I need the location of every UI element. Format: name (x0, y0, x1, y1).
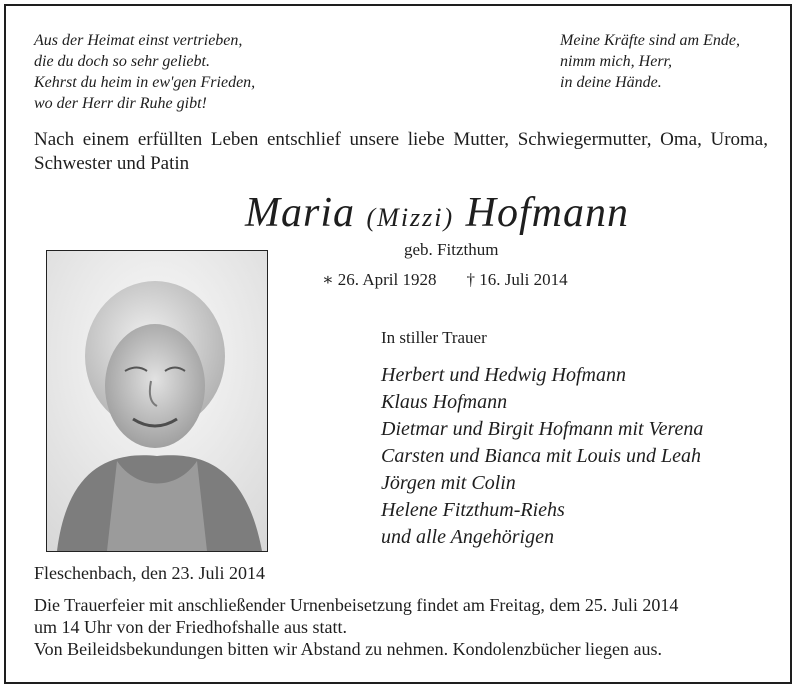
mourner-item: Jörgen mit Colin (381, 472, 516, 494)
deceased-name (245, 188, 629, 243)
mourners-list (381, 362, 703, 551)
mourner-item: Herbert und Hedwig Hofmann (381, 364, 626, 386)
poem-line: Aus der Heimat einst vertrieben, (34, 32, 243, 49)
mourner-item: Helene Fitzthum-Riehs (381, 499, 565, 521)
place-date: Fleschenbach, den 23. Juli 2014 (34, 563, 265, 583)
mourner-item: Dietmar und Birgit Hofmann mit Verena (381, 418, 704, 440)
poem-left (34, 30, 255, 114)
mourner-item: Carsten und Bianca mit Louis und Leah (381, 445, 702, 467)
poem-line: wo der Herr dir Ruhe gibt! (34, 95, 207, 112)
mourner-item: Klaus Hofmann (381, 391, 508, 413)
last-name: Hofmann (465, 190, 630, 236)
poem-line: Meine Kräfte sind am Ende, (560, 32, 740, 49)
nickname: (Mizzi) (366, 203, 455, 232)
life-dates (322, 270, 568, 290)
born-name: geb. Fitzthum (404, 240, 499, 259)
poem-line: Kehrst du heim in ew'gen Frieden, (34, 74, 256, 91)
notice-line: Von Beileidsbekundungen bitten wir Abstand zu nehmen. Kondolenzbücher liegen aus. (34, 639, 663, 659)
funeral-notice (34, 594, 678, 660)
notice-line: Die Trauerfeier mit anschließender Urnenbeisetzung findet am Freitag, dem 25. Juli 2014 (34, 595, 679, 615)
portrait-illustration (47, 251, 267, 551)
portrait-photo (46, 250, 268, 552)
poem-line: die du doch so sehr geliebt. (34, 53, 210, 70)
intro-text: Nach einem erfüllten Leben entschlief unsere liebe Mutter, Schwiegermutter, Oma, Uroma, Schwester und Patin (34, 129, 768, 174)
poem-line: nimm mich, Herr, (560, 53, 672, 70)
first-name: Maria (245, 190, 355, 236)
death-date: † 16. Juli 2014 (466, 270, 568, 289)
poem-right (560, 30, 740, 93)
mourner-item: und alle Angehörigen (381, 526, 554, 548)
birth-date: ∗ 26. April 1928 (322, 270, 437, 289)
notice-line: um 14 Uhr von der Friedhofshalle aus statt. (34, 617, 347, 637)
mourning-label: In stiller Trauer (381, 328, 487, 347)
poem-line: in deine Hände. (560, 74, 662, 91)
